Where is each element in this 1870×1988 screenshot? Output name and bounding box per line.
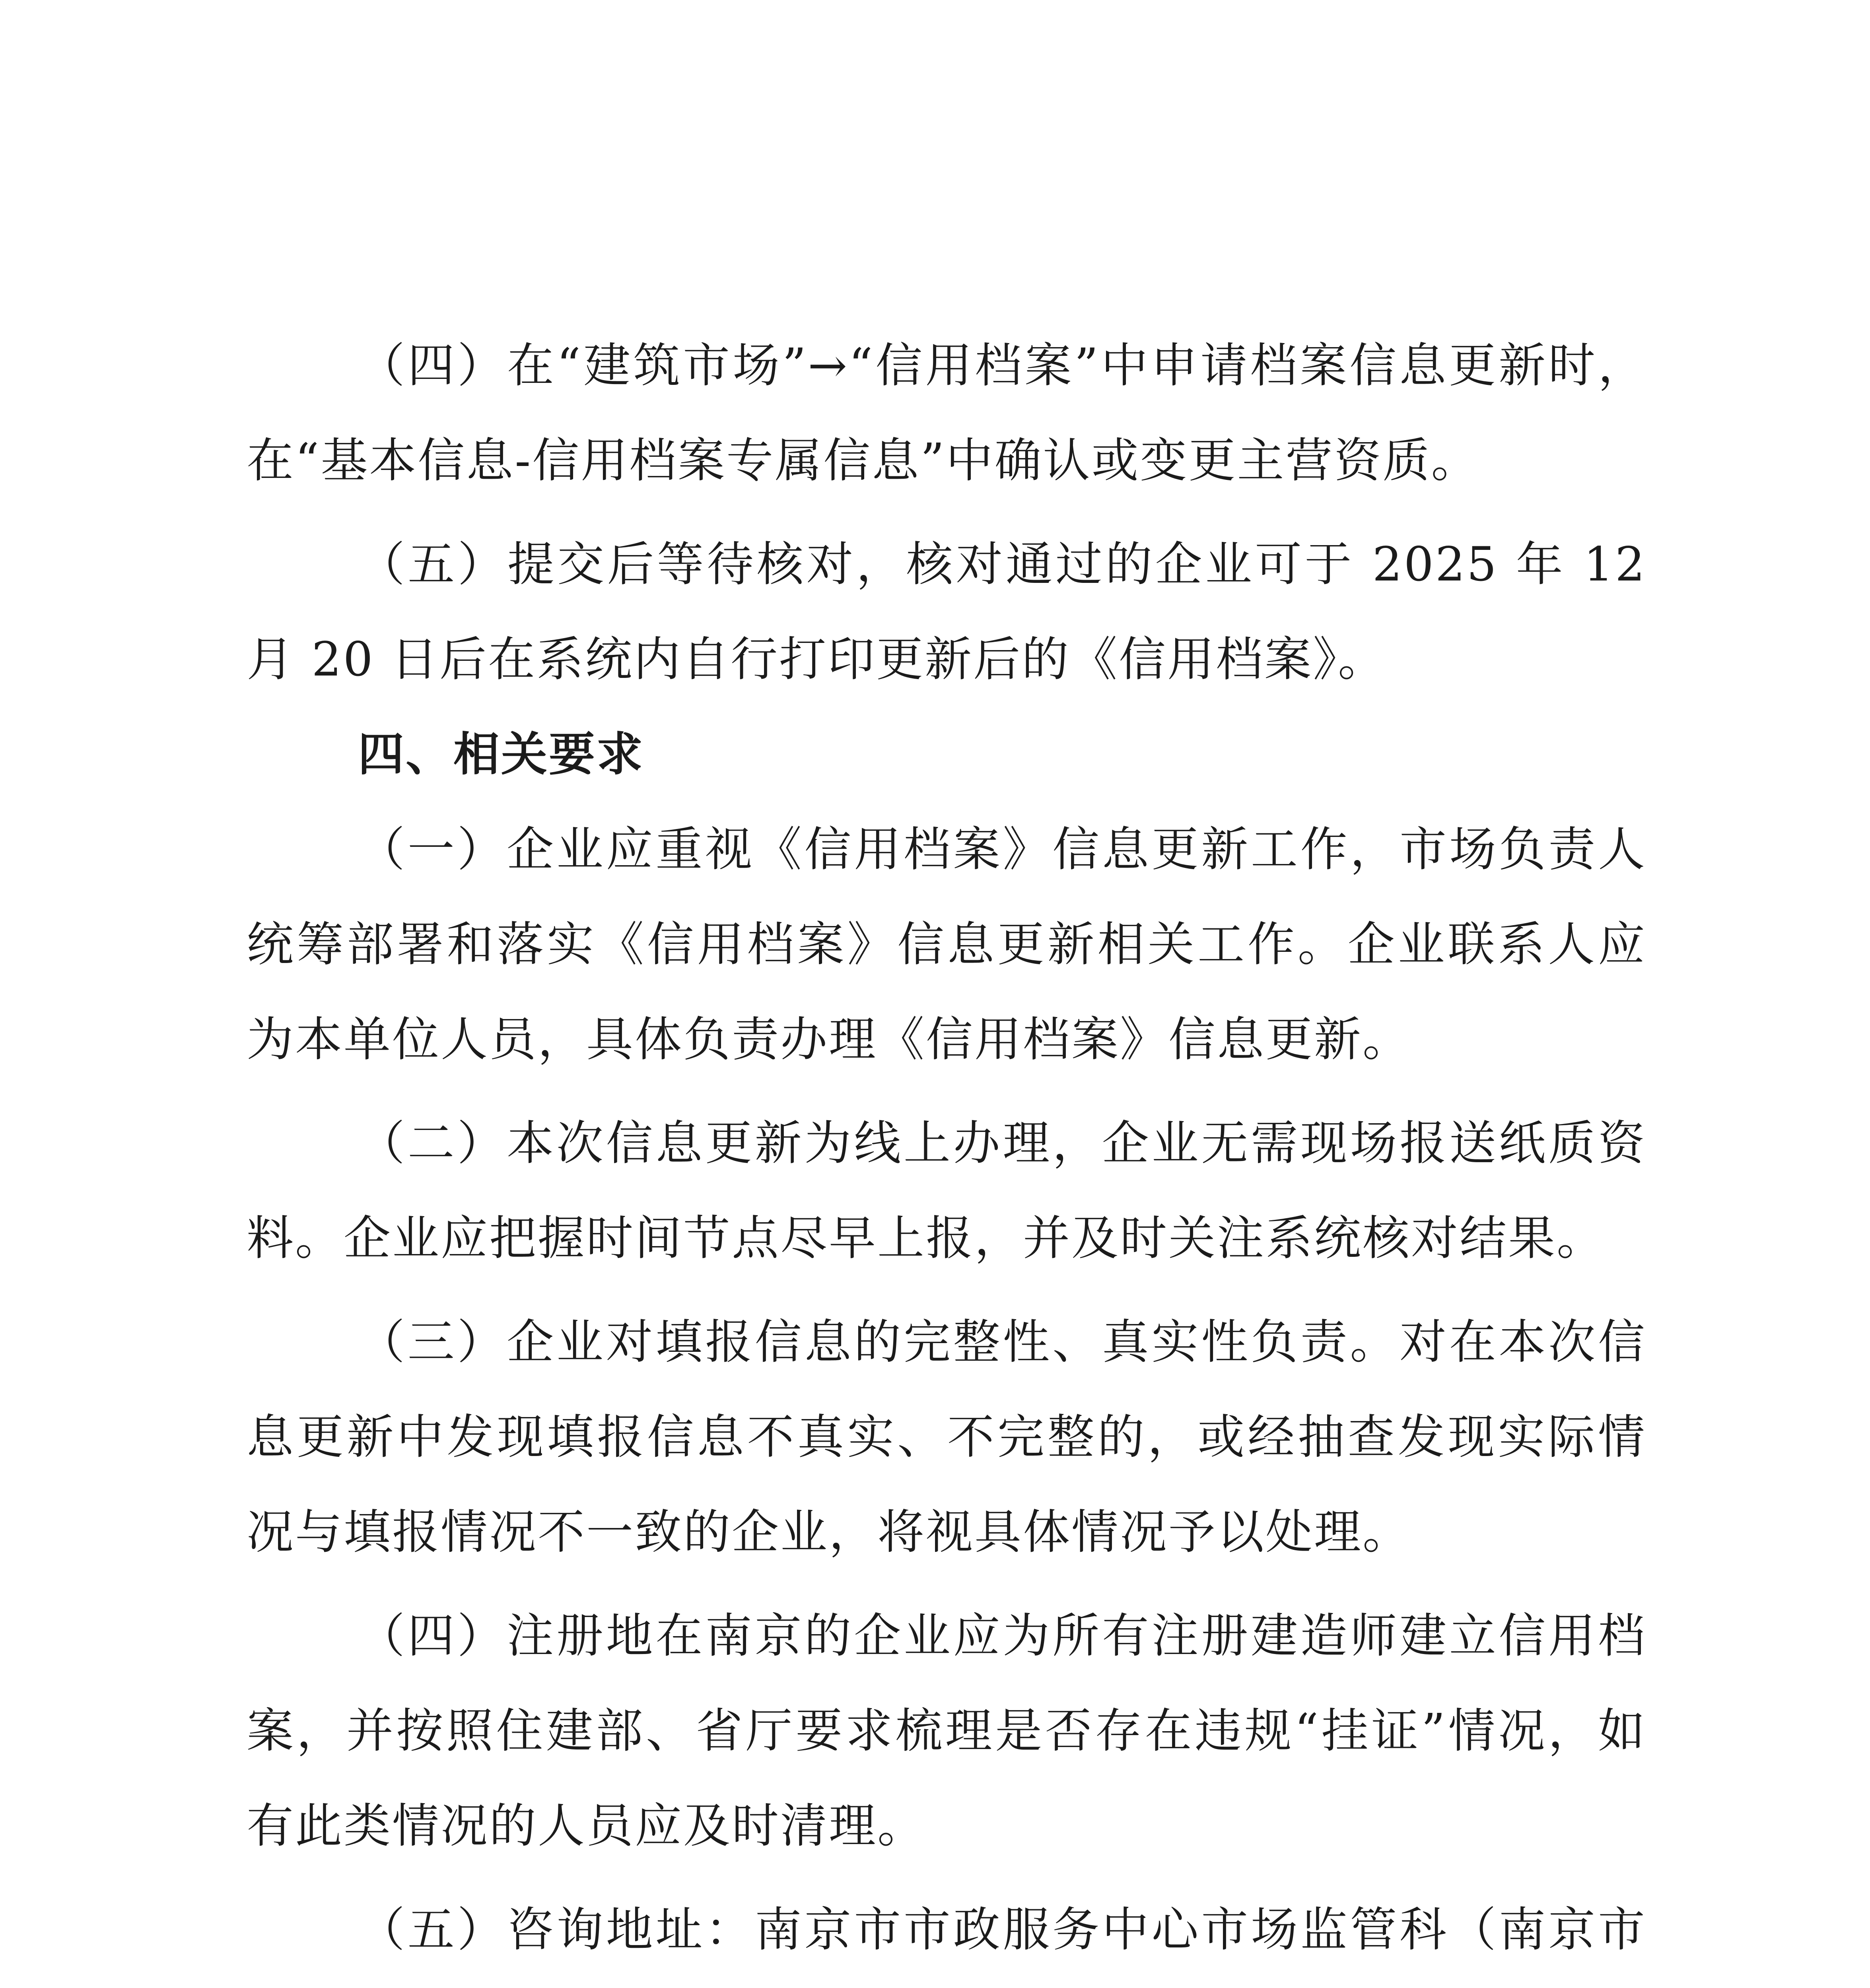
- document-body: [247, 318, 1646, 1988]
- paragraph-item-4: （四）在“建筑市场”→“信用档案”中申请档案信息更新时，在“基本信息-信用档案专属信息”中确认或变更主营资质。: [247, 338, 1646, 488]
- section-heading: 四、相关要求: [358, 728, 644, 781]
- requirement-item-3: （三）企业对填报信息的完整性、真实性负责。对在本次信息更新中发现填报信息不真实、不完整的，或经抽查发现实际情况与填报情况不一致的企业，将视具体情况予以处理。: [247, 1314, 1646, 1559]
- requirement-item-2: （二）本次信息更新为线上办理，企业无需现场报送纸质资料。企业应把握时间节点尽早上报，并及时关注系统核对结果。: [247, 1116, 1646, 1266]
- requirement-item-1: （一）企业应重视《信用档案》信息更新工作，市场负责人统筹部署和落实《信用档案》信息更新相关工作。企业联系人应为本单位人员，具体负责办理《信用档案》信息更新。: [247, 822, 1646, 1067]
- paragraph-item-5: （五）提交后等待核对，核对通过的企业可于 2025 年 12 月 20 日后在系统内自行打印更新后的《信用档案》。: [247, 537, 1646, 687]
- requirement-item-5: （五）咨询地址：南京市市政服务中心市场监管科（南京市: [358, 1902, 1646, 1957]
- requirement-item-4: （四）注册地在南京的企业应为所有注册建造师建立信用档案，并按照住建部、省厅要求梳理是否存在违规“挂证”情况，如有此类情况的人员应及时清理。: [247, 1608, 1646, 1853]
